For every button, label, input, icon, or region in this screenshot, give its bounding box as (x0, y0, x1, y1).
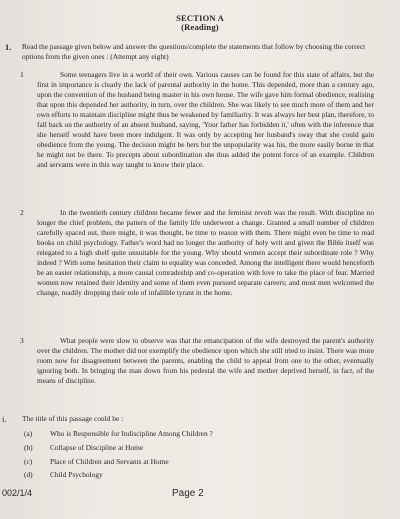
option-c (24, 457, 169, 466)
section-subtitle: (Reading) (181, 22, 219, 32)
sub-question-prompt: The title of this passage could be : (22, 414, 124, 423)
question-instruction: Read the passage given below and answer the questions/complete the statements that follow by choosing the correct options from the given ones : (Attempt any eight) (22, 42, 366, 62)
paragraph-number-3: 3 (20, 336, 24, 345)
option-text: Who is Responsible for Indiscipline Among Children ? (50, 429, 213, 438)
option-text: Child Psychology (50, 470, 103, 479)
section-title: SECTION A (176, 13, 224, 23)
paragraph-number-1: 1 (20, 70, 24, 79)
passage-paragraph-2: In the twentieth century children became fewer and the feminist revolt was the result. With discipline no longer the chief problem, the pattern of the family life underwent a change. Granted a small number of children carefully spaced out, there might, it was thought, be time to reason with them. There might even be time to read books on child psychology. Father's word had no longer the authority of holy writ and given the Bible itself was relegated to a high shelf quite unsuitable for the young. Why should women accept their subordinate role ? Why indeed ? With some hesitation their claim to equality was conceded. Among the intelligent there would henceforth be an easier relationship, a more causal comradeship and co-operation with love to take the place of fear. Married women now retained their identity and some of them even pursued separate careers; and most men welcomed the change, readily dropping their role of infallible tyrant in the home. (37, 208, 374, 298)
option-label: (b) (24, 443, 33, 452)
option-label: (d) (24, 470, 33, 479)
paragraph-number-2: 2 (20, 208, 24, 217)
passage-paragraph-1: Some teenagers live in a world of their own. Various causes can be found for this state of affairs, but the first in importance is clearly the lack of parental authority in the home. This depended, more than a century ago, upon the convention of the husband being master in his own house. The wife gave him formal obedience, realising that upon this depended her authority, in turn, over the children. She was likely to see much more of them and her own efforts to maintain discipline might thus be weakened by familiarity. It was always her best plan, therefore, to fall back on the authority of an absent husband, saying, 'Your father has forbidden it,' often with the inference that she herself would have been more indulgent. It was only by accepting her husband's sway that she could gain obedience from the young. The decision might be hers but the unpopularity was his, the more easily borne in that he might not be there. To precepts about subordination she thus added the potent force of an example. Children and servants were in this way taught to know their place. (37, 70, 374, 170)
option-text: Collapse of Discipline at Home (50, 443, 144, 452)
paper-code: 002/1/4 (2, 488, 33, 498)
option-label: (c) (24, 457, 33, 466)
option-a (24, 429, 213, 438)
option-d (24, 470, 103, 479)
page-number: Page 2 (172, 488, 204, 499)
option-text: Place of Children and Servants at Home (50, 457, 169, 466)
question-number: 1. (5, 42, 12, 52)
option-b (24, 443, 143, 452)
option-label: (a) (24, 429, 33, 438)
passage-paragraph-3: What people were slow to observe was that the emancipation of the wife destroyed the parent's authority over the children. The mother did not exemplify the obedience upon which she still tried to insist. There was more room now for disagreement between the parents, enabling the child to appeal from one to the other, eventually ignoring both. In bringing the man down from his pedestal the wife and mother deprived herself, in fact, of the means of discipline. (37, 336, 374, 386)
sub-question-number: i. (2, 414, 7, 424)
